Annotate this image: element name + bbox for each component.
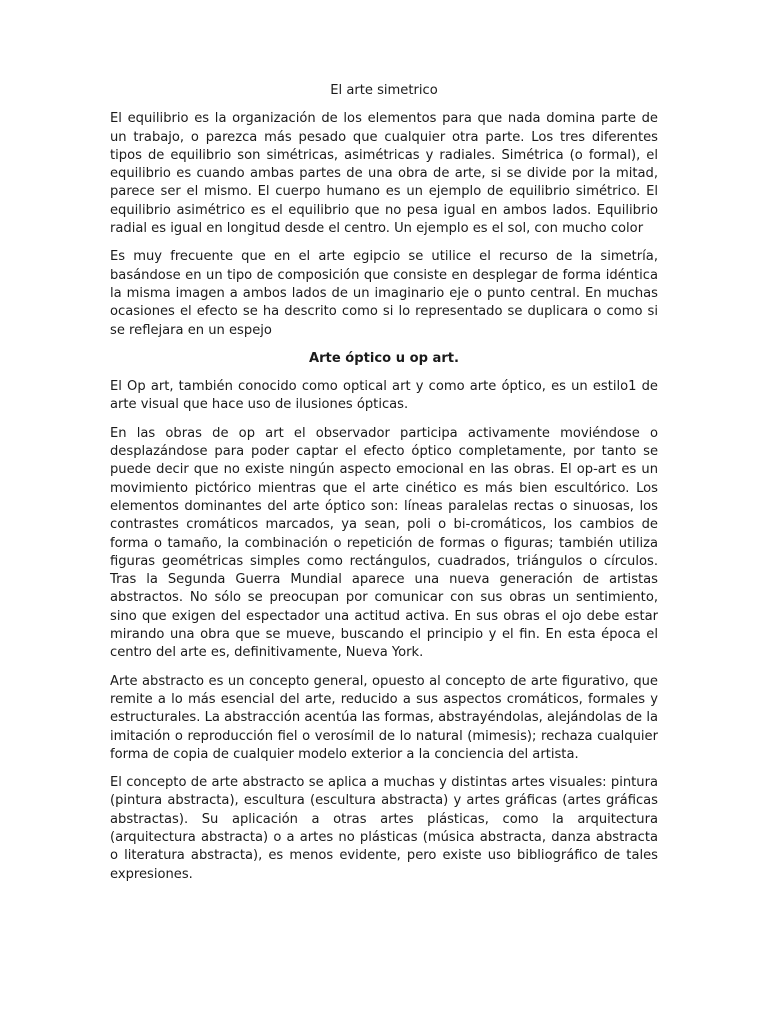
paragraph-arte-abstracto: Arte abstracto es un concepto general, opuesto al concepto de arte figurativo, que remite a lo más esencial del arte, reducido a sus aspectos cromáticos, formales y estructurales. La abstracción acentúa las formas, abstrayéndolas, alejándolas de la imitación o reproducción fiel o verosímil de lo natural (mimesis); rechaza cualquier forma de copia de cualquier modelo exterior a la conciencia del artista. bbox=[110, 673, 658, 762]
paragraph-op-art-definicion: El Op art, también conocido como optical art y como arte óptico, es un estilo1 de arte visual que hace uso de ilusiones ópticas. bbox=[110, 379, 658, 413]
document-page bbox=[110, 82, 658, 894]
paragraph-equilibrio: El equilibrio es la organización de los elementos para que nada domina parte de un trabajo, o parezca más pesado que cualquier otra parte. Los tres diferentes tipos de equilibrio son simétricas, asimétricas y radiales. Simétrica (o formal), el equilibrio es cuando ambas partes de una obra de arte, si se divide por la mitad, parece ser el mismo. El cuerpo humano es un ejemplo de equilibrio simétrico. El equilibrio asimétrico es el equilibrio que no pesa igual en ambos lados. Equilibrio radial es igual en longitud desde el centro. Un ejemplo es el sol, con mucho color bbox=[110, 111, 658, 237]
document-title: El arte simetrico bbox=[330, 83, 438, 98]
paragraph-concepto-abstracto: El concepto de arte abstracto se aplica a muchas y distintas artes visuales: pintura (pintura abstracta), escultura (escultura abstracta) y artes gráficas (artes gráficas abstractas). Su aplicación a otras artes plásticas, como la arquitectura (arquitectura abstracta) o a artes no plásticas (música abstracta, danza abstracta o literatura abstracta), es menos evidente, pero existe uso bibliográfico de tales expresiones. bbox=[110, 775, 658, 882]
paragraph-op-art-obras: En las obras de op art el observador participa activamente moviéndose o desplazándose para poder captar el efecto óptico completamente, por tanto se puede decir que no existe ningún aspecto emocional en las obras. El op-art es un movimiento pictórico mientras que el arte cinético es más bien escultórico. Los elementos dominantes del arte óptico son: líneas paralelas rectas o sinuosas, los contrastes cromáticos marcados, ya sean, poli o bi-cromáticos, los cambios de forma o tamaño, la combinación o repetición de formas o figuras; también utiliza figuras geométricas simples como rectángulos, cuadrados, triángulos o círculos. Tras la Segunda Guerra Mundial aparece una nueva generación de artistas abstractos. No sólo se preocupan por comunicar con sus obras un sentimiento, sino que exigen del espectador una actitud activa. En sus obras el ojo debe estar mirando una obra que se mueve, buscando el principio y el fin. En esta época el centro del arte es, definitivamente, Nueva York. bbox=[110, 425, 658, 661]
section-heading-op-art: Arte óptico u op art. bbox=[308, 350, 460, 366]
paragraph-arte-egipcio: Es muy frecuente que en el arte egipcio se utilice el recurso de la simetría, basándose en un tipo de composición que consiste en desplegar de forma idéntica la misma imagen a ambos lados de un imaginario eje o punto central. En muchas ocasiones el efecto se ha descrito como si lo representado se duplicara o como si se reflejara en un espejo bbox=[110, 249, 658, 338]
